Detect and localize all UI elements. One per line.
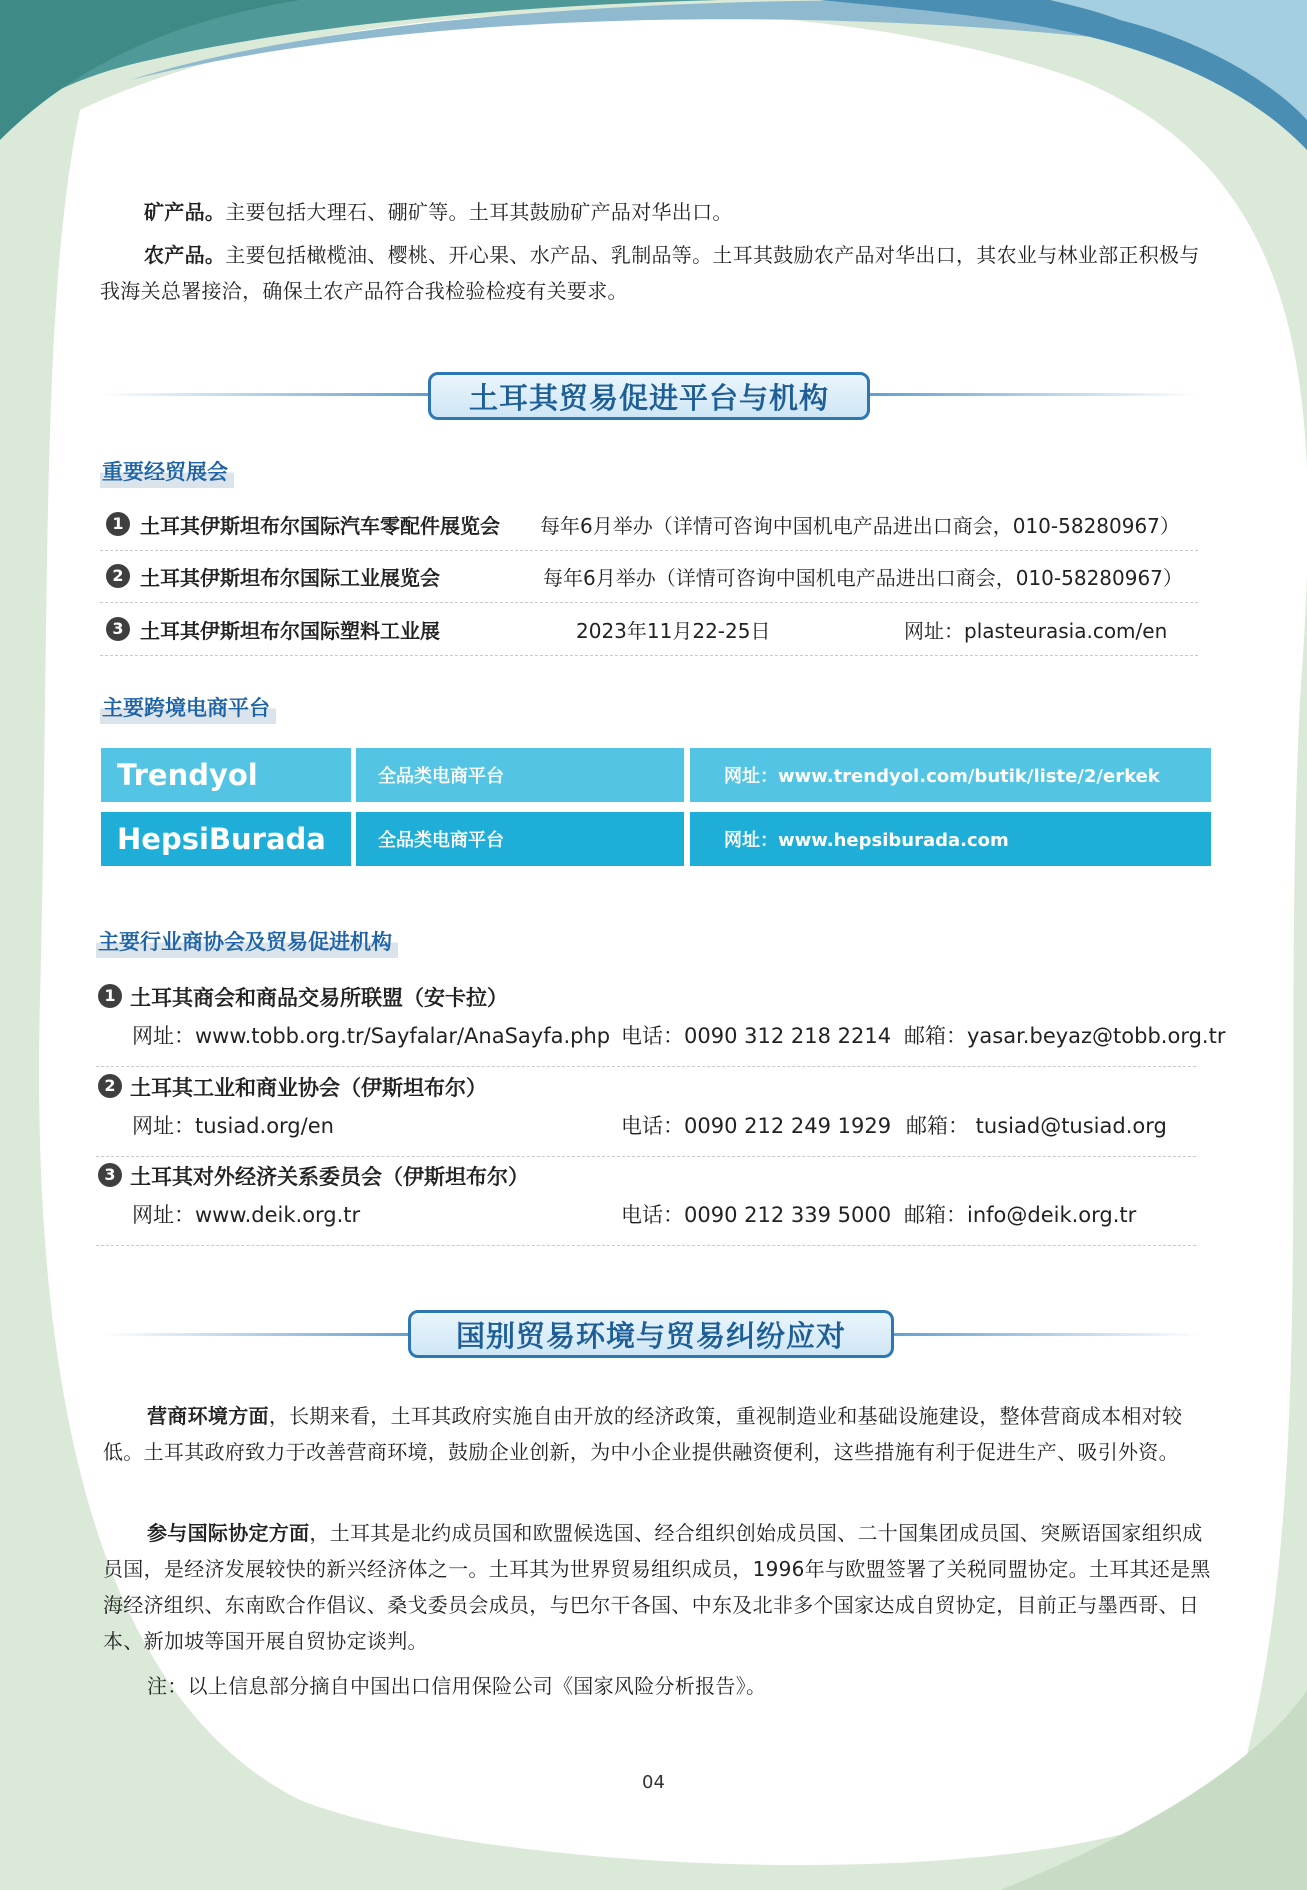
number-badge-2: 2	[106, 564, 130, 588]
number-badge-2: 2	[98, 1074, 122, 1098]
expo-row-2	[100, 550, 1198, 603]
minerals-text: 主要包括大理石、硼矿等。土耳其鼓励矿产品对华出口。	[225, 200, 733, 224]
associations-heading: 主要行业商协会及贸易促进机构	[96, 924, 398, 958]
platform-name-hepsiburada: HepsiBurada	[101, 812, 351, 866]
business-environment-paragraph	[103, 1398, 1211, 1470]
association-website[interactable]: 网址：www.tobb.org.tr/Sayfalar/AnaSayfa.php	[132, 1024, 611, 1048]
association-name: 土耳其工业和商业协会（伊斯坦布尔）	[130, 1076, 487, 1100]
expo-name: 土耳其伊斯坦布尔国际汽车零配件展览会	[140, 514, 500, 538]
page-number: 04	[642, 1772, 665, 1793]
expo-name: 土耳其伊斯坦布尔国际工业展览会	[140, 566, 440, 590]
number-badge-1: 1	[98, 984, 122, 1008]
section2-title: 国别贸易环境与贸易纠纷应对	[408, 1310, 894, 1358]
expo-name: 土耳其伊斯坦布尔国际塑料工业展	[140, 619, 440, 643]
agriculture-label: 农产品。	[144, 243, 226, 267]
association-name: 土耳其商会和商品交易所联盟（安卡拉）	[130, 986, 508, 1010]
expos-heading: 重要经贸展会	[100, 454, 234, 488]
expo-date: 2023年11月22-25日	[576, 619, 771, 643]
section1-title: 土耳其贸易促进平台与机构	[428, 372, 870, 420]
platform-name-trendyol: Trendyol	[101, 748, 351, 802]
association-2	[96, 1068, 1196, 1157]
association-3	[96, 1157, 1196, 1246]
expo-info: 每年6月举办（详情可咨询中国机电产品进出口商会，010-58280967）	[543, 566, 1183, 590]
business-environment-text: ，长期来看，土耳其政府实施自由开放的经济政策，重视制造业和基础设施建设，整体营商成本相对较低。土耳其政府致力于改善营商环境，鼓励企业创新，为中小企业提供融资便利，这些措施有利于促进生产、吸引外资。	[103, 1404, 1183, 1464]
expo-website: 网址：plasteurasia.com/en	[904, 619, 1168, 643]
minerals-label: 矿产品。	[144, 200, 226, 224]
association-phone: 电话：0090 312 218 2214	[621, 1024, 892, 1048]
section2-rule-right	[890, 1333, 1200, 1336]
platform-desc-trendyol: 全品类电商平台	[356, 748, 684, 802]
source-note: 注：以上信息部分摘自中国出口信用保险公司《国家风险分析报告》。	[147, 1674, 767, 1698]
expo-info: 每年6月举办（详情可咨询中国机电产品进出口商会，010-58280967）	[540, 514, 1180, 538]
agriculture-text: 主要包括橄榄油、樱桃、开心果、水产品、乳制品等。土耳其鼓励农产品对华出口，其农业与林业部正积极与我海关总署接洽，确保土农产品符合我检验检疫有关要求。	[100, 243, 1200, 303]
section2-rule-left	[104, 1333, 414, 1336]
platform-url-trendyol[interactable]: 网址：www.trendyol.com/butik/liste/2/erkek	[690, 748, 1211, 802]
association-phone: 电话：0090 212 339 5000	[621, 1203, 892, 1227]
association-phone: 电话：0090 212 249 1929	[621, 1114, 892, 1138]
ecommerce-heading: 主要跨境电商平台	[100, 690, 276, 724]
association-name: 土耳其对外经济关系委员会（伊斯坦布尔）	[130, 1165, 529, 1189]
intro-paragraph-minerals	[100, 194, 1210, 230]
expo-row-1	[100, 498, 1198, 551]
association-email[interactable]: 邮箱： tusiad@tusiad.org	[906, 1114, 1167, 1138]
international-agreements-paragraph	[103, 1515, 1211, 1659]
intro-paragraph-agriculture	[100, 237, 1210, 309]
association-website[interactable]: 网址：www.deik.org.tr	[132, 1203, 361, 1227]
platform-desc-hepsiburada: 全品类电商平台	[356, 812, 684, 866]
international-agreements-label: 参与国际协定方面	[147, 1521, 310, 1545]
international-agreements-text: ，土耳其是北约成员国和欧盟候选国、经合组织创始成员国、二十国集团成员国、突厥语国家组织成员国，是经济发展较快的新兴经济体之一。土耳其为世界贸易组织成员，1996年与欧盟签署了关税同盟协定。土耳其还是黑海经济组织、东南欧合作倡议、桑戈委员会成员，与巴尔干各国、中东及北非多个国家达成自贸协定，目前正与墨西哥、日本、新加坡等国开展自贸协定谈判。	[103, 1521, 1211, 1653]
platform-url-hepsiburada[interactable]: 网址：www.hepsiburada.com	[690, 812, 1211, 866]
association-website[interactable]: 网址：tusiad.org/en	[132, 1114, 334, 1138]
number-badge-3: 3	[98, 1163, 122, 1187]
expo-row-3	[100, 603, 1198, 656]
business-environment-label: 营商环境方面	[147, 1404, 269, 1428]
number-badge-1: 1	[106, 512, 130, 536]
association-1	[96, 978, 1226, 1067]
section1-rule-right	[868, 393, 1198, 396]
section1-rule-left	[100, 393, 430, 396]
number-badge-3: 3	[106, 617, 130, 641]
association-email[interactable]: 邮箱：yasar.beyaz@tobb.org.tr	[904, 1024, 1226, 1048]
association-email[interactable]: 邮箱：info@deik.org.tr	[904, 1203, 1137, 1227]
